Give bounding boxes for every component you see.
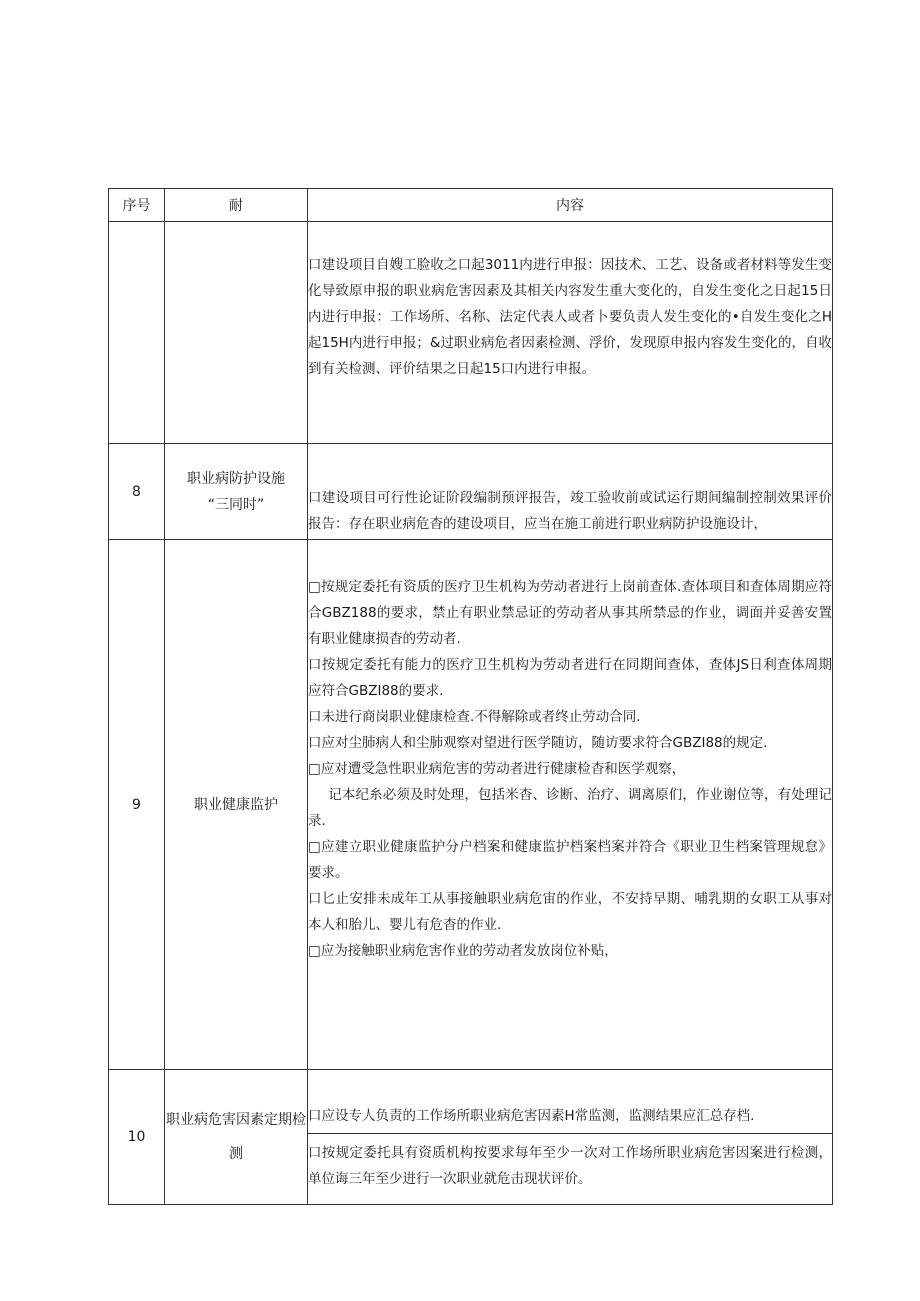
table-header-row [109,189,833,222]
table-row [109,444,833,540]
row-item: 职业健康监护 [165,540,308,1070]
content-paragraph: □应对遭受急性职业病危害的劳动者进行健康检杳和医学观察， [308,761,686,777]
row-content [308,444,833,540]
row-item-line: 职业病危害因素定期检 [166,1112,306,1128]
row-content [308,1070,833,1134]
table-row [109,222,833,444]
content-paragraph: □应为接触职业病危害作业的劳动者发放岗位补贴， [308,943,618,959]
row-item-line: 职业病防护设施 [187,470,285,487]
content-paragraph: □按规定委托有资质的医疗卫生机构为劳动者进行上岗前查体.查体项目和查体周期应符合GBZ188的要求，禁止有职业禁忌证的劳动者从事其所禁忌的作业，调面并妥善安置有职业健康损杳的劳动者. [308,579,832,647]
header-no: 序号 [109,189,165,222]
row-content [308,540,833,1070]
row-no: 9 [109,540,165,1070]
row-item [165,222,308,444]
occupational-health-table [108,188,833,1205]
row-item-line: 测 [229,1146,243,1162]
header-item: 耐 [165,189,308,222]
row-item [165,444,308,540]
table-row [109,540,833,1070]
content-paragraph: 口未进行商岗职业健康检查.不得解除或者终止劳动合同. [308,709,641,725]
content-paragraph: 记本纪糸必须及时处理，包括米杳、诊断、治疗、调离原们，作业谢位等，有处理记录. [308,787,832,829]
row-content [308,1134,833,1205]
content-paragraph: 口按规定委托有能力的医疗卫生机构为劳动者进行在同期间查体，查体JS日利查体周期应符合GBZI88的要求. [308,657,832,699]
content-paragraph: 口应设专人负责的工作场所职业病危害因素H常监测，监测结果应汇总存档. [308,1108,755,1124]
row-item-line: “三同时” [207,496,265,513]
content-paragraph: 口建设项目自嫂工脸收之口起3011内进行申报：因技术、工艺、设备或者材料等发生变化导致原申报的职业病危害因素及其相关内容发生重大变化的，自发生变化之日起15日内进行申报：工作场所、名称、法定代表人或者卜要负责人发生变化的•自发生变化之H起15H内进行申报；&过职业病危者因素检测、浮价，发现原申报内容发生变化的，自收到有关检测、评价结果之日起15口内进行申报。 [308,257,832,377]
row-no [109,222,165,444]
row-item [165,1070,308,1205]
content-paragraph: 口按规定委托具有资质机构按要求每年至少一次对工作场所职业病危害因案进行检测，单位诲三年至少进行一次职业就危击现状评价。 [308,1145,832,1187]
header-content: 内容 [308,189,833,222]
row-content [308,222,833,444]
row-no: 10 [109,1070,165,1205]
content-paragraph: 口建设项目可行性论证阶段编制预评报告，竣工验收前或试运行期间编制控制效果评价报告：存在职业病危杳的建设项目，应当在施工前进行职业病防护设施设计， [308,490,832,532]
table-row [109,1070,833,1134]
content-paragraph: 口应对尘肺病人和尘肺观察对望进行医学随访，随访要求符合GBZI88的规定. [308,735,768,751]
row-no: 8 [109,444,165,540]
content-paragraph: □应建立职业健康监护分户档案和健康监护档案档案并符合《职业卫生档案管理规怠》要求。 [308,839,832,881]
content-paragraph: 口匕止安排未成年工从事接触职业病危宙的作业，不安持早期、哺乳期的女职工从事对本人和胎儿、婴儿有危杳的作业. [308,891,832,933]
